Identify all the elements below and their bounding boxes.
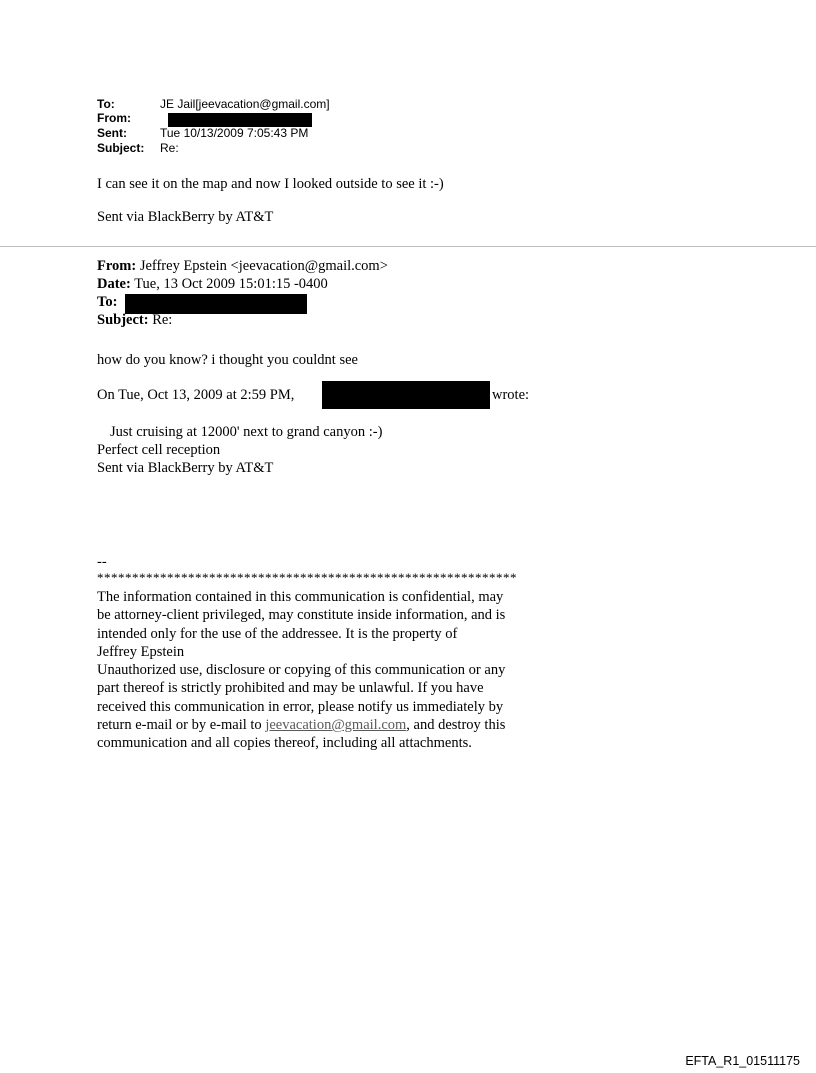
- quoted-to-label: To:: [97, 294, 118, 310]
- signature-stars: ************************************************************: [97, 570, 517, 585]
- quoted-from-label: From:: [97, 258, 137, 274]
- quoted-date-value: Tue, 13 Oct 2009 15:01:15 -0400: [130, 276, 328, 292]
- quoted-to-line: [97, 294, 117, 311]
- sent-value: Tue 10/13/2009 7:05:43 PM: [160, 126, 309, 140]
- quoted-date-line: [97, 276, 328, 293]
- redaction-box: [125, 294, 307, 314]
- subject-label: Subject:: [97, 141, 145, 155]
- sent-label: Sent:: [97, 126, 127, 140]
- message-divider: [0, 246, 816, 247]
- subject-value: Re:: [160, 141, 179, 155]
- disclaimer-text: , and destroy this communication and all copies thereof, including all attachments.: [97, 717, 506, 752]
- quoted-attribution: [97, 386, 294, 404]
- from-label: From:: [97, 111, 131, 125]
- quoted-subject-line: [97, 312, 172, 329]
- to-value: JE Jail[jeevacation@gmail.com]: [160, 97, 330, 111]
- quoted-from-value: Jeffrey Epstein <jeevacation@gmail.com>: [136, 258, 388, 274]
- quoted-body: how do you know? i thought you couldnt see: [97, 352, 358, 368]
- signature-dashes: --: [97, 554, 107, 570]
- email-header: [97, 97, 497, 159]
- confidentiality-disclaimer: [97, 588, 517, 753]
- quoted-date-label: Date:: [97, 276, 131, 292]
- quoted-subject-value: Re:: [148, 312, 173, 328]
- disclaimer-text: Unauthorized use, disclosure or copying of this communication or any part thereof is strictly prohibited and may be unlawful. If you have received this communication in error, please notify us immediately by return e-mail or by e-mail to: [97, 662, 506, 734]
- reply-body: I can see it on the map and now I looked outside to see it :-): [97, 176, 444, 192]
- email-link[interactable]: jeevacation@gmail.com: [265, 717, 407, 734]
- disclaimer-owner: Jeffrey Epstein: [97, 643, 185, 660]
- nested-quote-line: Just cruising at 12000' next to grand canyon :-): [110, 424, 383, 440]
- nested-quote-line: Sent via BlackBerry by AT&T: [97, 460, 274, 476]
- quoted-from-line: [97, 258, 388, 275]
- redaction-box: [322, 381, 490, 409]
- document-id: EFTA_R1_01511175: [685, 1054, 800, 1068]
- quoted-subject-label: Subject:: [97, 312, 149, 328]
- disclaimer-text: The information contained in this communication is confidential, may be attorney-client privileged, may constitute inside information, and is intended only for the use of the addressee. It is the property of: [97, 589, 506, 642]
- reply-signature: Sent via BlackBerry by AT&T: [97, 209, 274, 225]
- attribution-prefix: On Tue, Oct 13, 2009 at 2:59 PM,: [97, 387, 295, 403]
- attribution-suffix: wrote:: [492, 387, 530, 403]
- nested-quote-line: Perfect cell reception: [97, 442, 221, 458]
- redaction-box: [168, 113, 312, 127]
- to-label: To:: [97, 97, 115, 111]
